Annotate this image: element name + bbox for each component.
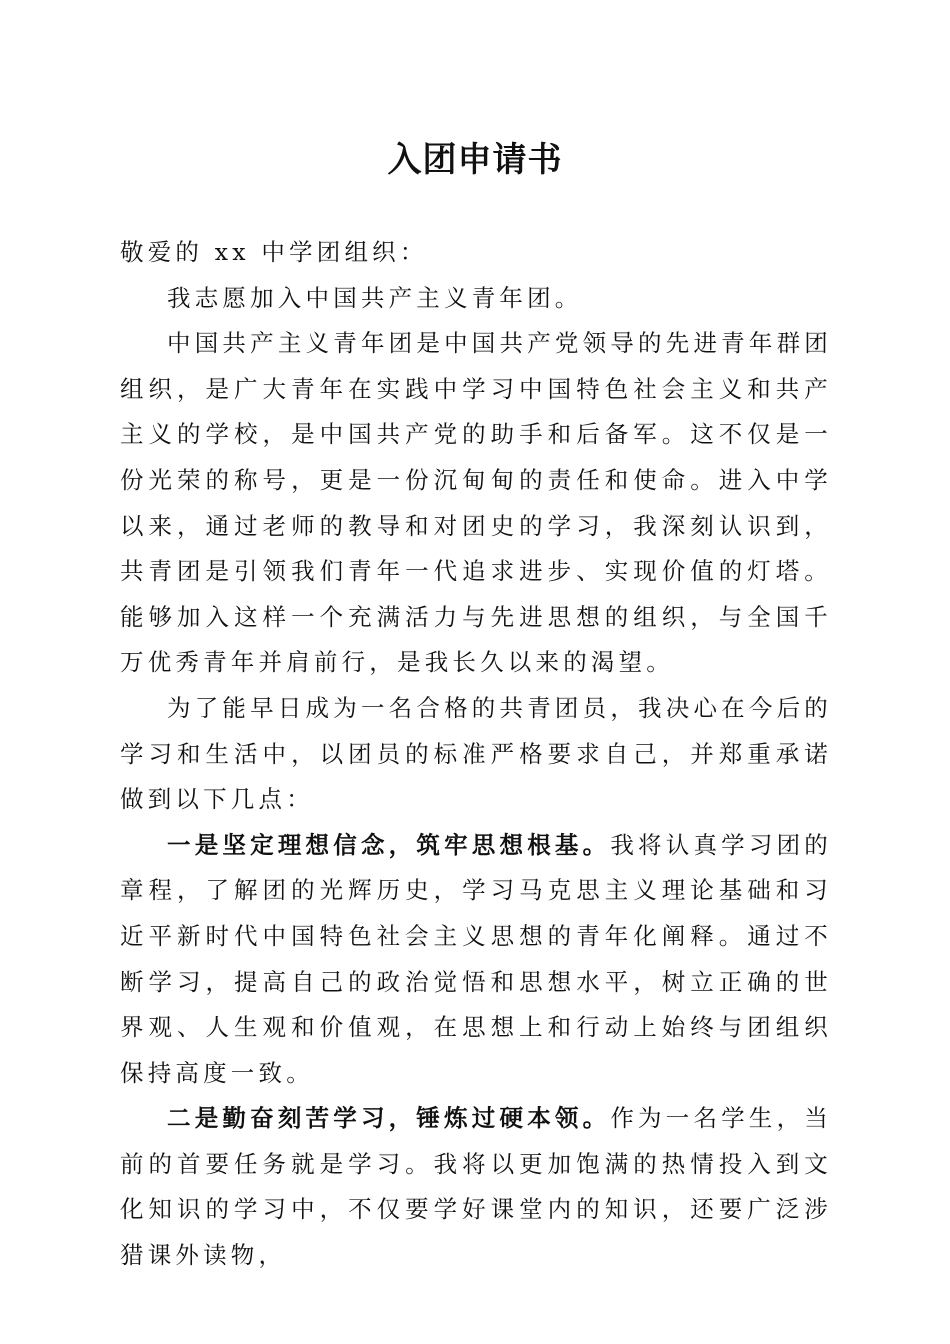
point-two-heading: 二是勤奋刻苦学习，锤炼过硬本领。 <box>167 1104 611 1133</box>
document-body <box>120 230 832 1279</box>
point-one-text: 我将认真学习团的章程，了解团的光辉历史，学习马克思主义理论基础和习近平新时代中国特色社会主义思想的青年化阐释。通过不断学习，提高自己的政治觉悟和思想水平，树立正确的世界观、人生观和价值观，在思想上和行动上始终与团组织保持高度一致。 <box>120 830 833 1087</box>
point-one-heading: 一是坚定理想信念，筑牢思想根基。 <box>167 830 611 859</box>
paragraph-declaration: 我志愿加入中国共产主义青年团。 <box>167 283 583 312</box>
paragraph-about-league: 中国共产主义青年团是中国共产党领导的先进青年群团组织，是广大青年在实践中学习中国特色社会主义和共产主义的学校，是中国共产党的助手和后备军。这不仅是一份光荣的称号，更是一份沉甸甸的责任和使命。进入中学以来，通过老师的教导和对团史的学习，我深刻认识到，共青团是引领我们青年一代追求进步、实现价值的灯塔。能够加入这样一个充满活力与先进思想的组织，与全国千万优秀青年并肩前行，是我长久以来的渴望。 <box>120 329 832 677</box>
document-title: 入团申请书 <box>387 140 563 180</box>
paragraph-point-two <box>120 1096 832 1278</box>
paragraph-point-one <box>120 823 832 1097</box>
point-two-text: 作为一名学生，当前的首要任务就是学习。我将以更加饱满的热情投入到文化知识的学习中，不仅要学好课堂内的知识，还要广泛涉猎课外读物， <box>120 1104 833 1270</box>
salutation: 敬爱的 xx 中学团组织： <box>120 238 428 266</box>
paragraph-commitment-intro: 为了能早日成为一名合格的共青团员，我决心在今后的学习和生活中，以团员的标准严格要求自己，并郑重承诺做到以下几点： <box>120 693 832 814</box>
